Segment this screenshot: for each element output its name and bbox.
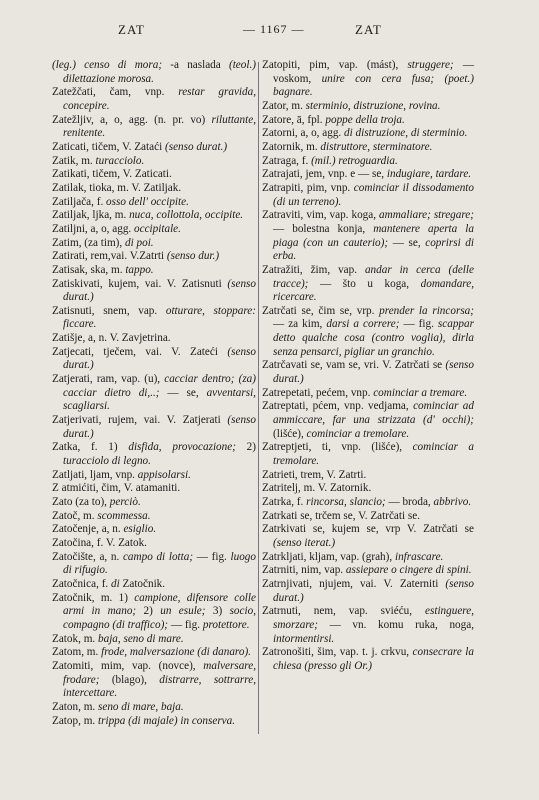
dictionary-entry: Zatka, f. 1) disfida, provocazione; 2) turacciolo di legno. — [52, 441, 257, 468]
dictionary-entry: Zatorni, a, o, agg. di distruzione, di sterminio. — [262, 127, 468, 140]
dictionary-entry: Zatisak, ska, m. tappo. — [52, 263, 154, 276]
dictionary-entry: Zatom, m. frode, malversazione (di danaro). — [52, 646, 251, 659]
dictionary-entry: Zatrkivati se, kujem se, vrp V. Zatrčati se (senso iterat.) — [262, 523, 474, 549]
dictionary-entry: Zatrniti, nim, vap. assiepare o cingere di spini. — [262, 564, 472, 577]
dictionary-entry: Zatrnuti, nem, vap. sviéću, estinguere, smorzare; — vn. komu ruka, noga, intormentirsi. — [262, 605, 474, 645]
dictionary-entry: Z atmićiti, čim, V. atamaniti. — [52, 482, 181, 495]
dictionary-entry: Zatomiti, mim, vap. (novce), malversare, frodare; (blago), distrarre, sottrarre, intercettare. — [52, 659, 256, 700]
dictionary-entry: Zatrapiti, pim, vnp. cominciar il dissodamento (di un terreno). — [262, 181, 474, 208]
dictionary-entry: Zatikati, tičem, V. Zaticati. — [52, 168, 172, 181]
dictionary-entry: Zatrieti, trem, V. Zatrti. — [262, 468, 367, 481]
dictionary-entry: Zatraga, f. (mil.) retroguardia. — [262, 154, 398, 167]
dictionary-entry: Zatopiti, pim, vap. (mást), struggere; — voskom, unire con cera fusa; (poet.) bagnare. — [262, 59, 474, 99]
dictionary-entry: Zatrka, f. rincorsa, slancio; — broda, abbrivo. — [262, 496, 472, 508]
dictionary-entry: Zatrajati, jem, vnp. e — se, indugiare, tardare. — [262, 168, 472, 181]
dictionary-entry: Zatritelj, m. V. Zatornik. — [262, 482, 372, 495]
dictionary-entry: Zatrčavati se, vam se, vri. V. Zatrčati se (senso durat.) — [262, 359, 474, 386]
dictionary-entry: Zatornik, m. distruttore, sterminatore. — [262, 140, 433, 153]
dictionary-entry: Zatražiti, žim, vap. andar in cerca (delle tracce); — što u koga, domandare, ricercare. — [262, 263, 474, 304]
header-right-guideword: ZAT — [355, 22, 382, 37]
dictionary-entry: Zatreptjeti, ti, vnp. (lišće), cominciar a tremolare. — [262, 441, 474, 468]
dictionary-entry: Zatočina, f. V. Zatok. — [52, 536, 147, 549]
dictionary-entry: Zatisnuti, snem, vap. otturare, stoppare: ficcare. — [52, 304, 256, 331]
dictionary-entry: Zatjerivati, rujem, vai. V. Zatjerati (senso durat.) — [52, 414, 256, 440]
dictionary-entry: Zatirati, rem,vai. V.Zatrti (senso dur.) — [52, 250, 220, 263]
page-header — [0, 22, 539, 42]
dictionary-entry: Zatiskivati, kujem, vai. V. Zatisnuti (senso durat.) — [52, 277, 256, 304]
page-number: — 1167 — — [243, 22, 305, 36]
dictionary-entry: Zatop, m. trippa (di majale) in conserva. — [52, 714, 236, 727]
dictionary-entry: Zatljati, ljam, vnp. appisolarsi. — [52, 468, 191, 481]
dictionary-entry: Zatiljni, a, o, agg. occipitale. — [52, 222, 181, 235]
dictionary-entry: Zatilak, tioka, m. V. Zatiljak. — [52, 181, 182, 194]
dictionary-entry: Zatim, (za tim), di poi. — [52, 236, 154, 249]
column-divider — [258, 62, 259, 734]
dictionary-entry: Zatronošiti, šim, vap. t. j. crkvu, consecrare la chiesa (presso gli Or.) — [262, 646, 474, 672]
dictionary-entry: Zatiljak, ljka, m. nuca, collottola, occipite. — [52, 209, 244, 222]
dictionary-entry: Zatočnik, m. 1) campione, difensore colle armi in mano; 2) un esule; 3) socio, compagno (di traffico); — fig. protettore. — [52, 591, 256, 631]
dictionary-entry: Zatežljiv, a, o, agg. (n. pr. vo) riluttante, renitente. — [52, 113, 256, 140]
dictionary-entry: Zatrnjivati, njujem, vai. V. Zaterniti (senso durat.) — [262, 577, 474, 604]
dictionary-entry: Zatoč, m. scommessa. — [52, 509, 151, 522]
dictionary-entry: Zatok, m. baja, seno di mare. — [52, 632, 184, 645]
dictionary-entry: Zatik, m. turacciolo. — [52, 154, 145, 167]
dictionary-entry: Zatrkljati, kljam, vap. (grah), infrascare. — [262, 550, 444, 563]
dictionary-entry: Zatrepetati, pećem, vnp. cominciar a tremare. — [262, 386, 468, 399]
dictionary-entry: Zatežčati, čam, vnp. restar gravida, concepire. — [52, 86, 256, 112]
dictionary-entry: Zaticati, tičem, V. Zataći (senso durat.) — [52, 140, 228, 153]
dictionary-entry: Zatočnica, f. di Zatočnik. — [52, 577, 166, 590]
dictionary-entry: Zatočište, a, n. campo di lotta; — fig. luogo di rifugio. — [52, 550, 256, 577]
right-column — [262, 59, 474, 674]
dictionary-entry: Zaton, m. seno di mare, baja. — [52, 700, 184, 713]
dictionary-entry: Zatjerati, ram, vap. (u), cacciar dentro; (za) cacciar dietro di,..; — se, avventarsi, scagliarsi. — [52, 373, 256, 413]
dictionary-entry: Zatore, ā, fpl. poppe della troja. — [262, 113, 405, 126]
dictionary-entry: Zatreptati, pćem, vnp. vedjama, cominciar ad ammiccare, far una strizzata (d' occhi); (lišće), cominciar a tremolare. — [262, 400, 474, 440]
dictionary-entry: (leg.) censo di mora; -a naslada (teol.) dilettazione morosa. — [52, 59, 256, 85]
dictionary-entry: Zatiljača, f. osso dell' occipite. — [52, 195, 189, 208]
header-left-guideword: ZAT — [118, 22, 145, 37]
dictionary-entry: Zatraviti, vim, vap. koga, ammaliare; stregare; — bolestna konja, mantenere aperta la piaga (con un cauterio); — se, coprirsi di erba. — [262, 209, 475, 263]
dictionary-entry: Zatrkati se, trčem se, V. Zatrčati se. — [262, 509, 421, 522]
dictionary-entry: Zato (za to), perciò. — [52, 496, 141, 508]
left-column — [52, 59, 256, 728]
dictionary-entry: Zatrčati se, čim se, vrp. prender la rincorsa; — za kim, darsi a correre; — fig. scappar detto qualche cosa (contro voglia), dirla senza pensarci, pigliar un granchio. — [262, 304, 474, 358]
dictionary-entry: Zatočenje, a, n. esiglio. — [52, 523, 157, 536]
dictionary-entry: Zatišje, a, n. V. Zavjetrina. — [52, 332, 171, 345]
dictionary-entry: Zatjecati, tječem, vai. V. Zateći (senso durat.) — [52, 345, 256, 372]
dictionary-entry: Zator, m. sterminio, distruzione, rovina. — [262, 99, 441, 112]
